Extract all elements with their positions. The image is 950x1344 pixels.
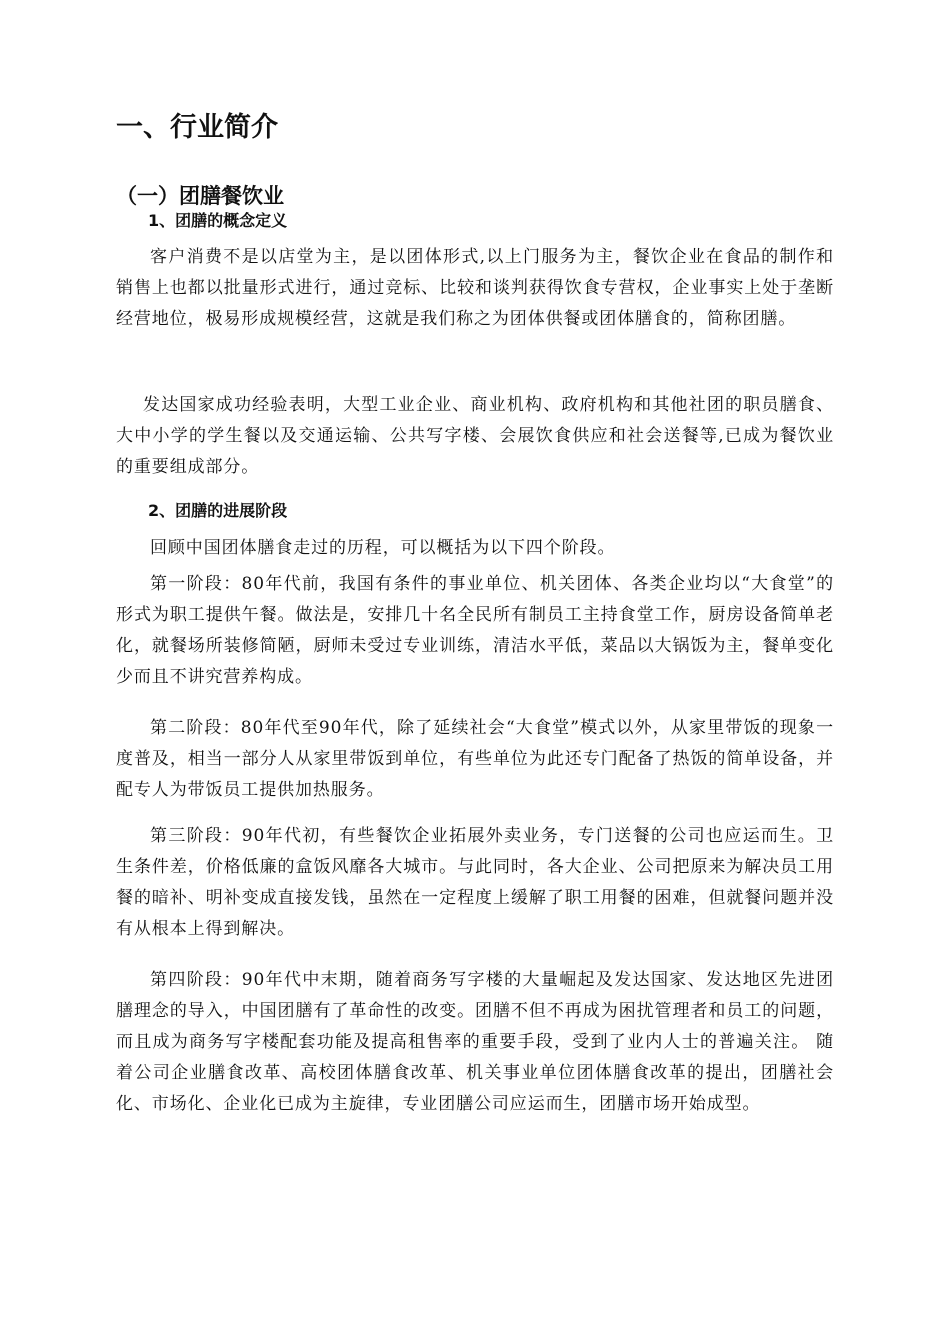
paragraph-concept-definition: 客户消费不是以店堂为主，是以团体形式,以上门服务为主，餐饮企业在食品的制作和销售上也都以批量形式进行，通过竞标、比较和谈判获得饮食专营权，企业事实上处于垄断经营地位，极易形成规模经营，这就是我们称之为团体供餐或团体膳食的，简称团膳。: [116, 247, 834, 329]
paragraph-stage-two: 第二阶段：80年代至90年代，除了延续社会“大食堂”模式以外，从家里带饭的现象一度普及，相当一部分人从家里带饭到单位，有些单位为此还专门配备了热饭的简单设备，并配专人为带饭员工提供加热服务。: [116, 718, 834, 800]
subsection-title-concept: 1、团膳的概念定义: [148, 211, 288, 230]
paragraph-stage-one: 第一阶段：80年代前，我国有条件的事业单位、机关团体、各类企业均以“大食堂”的形式为职工提供午餐。做法是，安排几十名全民所有制员工主持食堂工作，厨房设备简单老化，就餐场所装修简陋，厨师未受过专业训练，清洁水平低，菜品以大锅饭为主，餐单变化少而且不讲究营养构成。: [116, 574, 834, 687]
paragraph-stage-three: 第三阶段：90年代初，有些餐饮企业拓展外卖业务，专门送餐的公司也应运而生。卫生条件差，价格低廉的盒饭风靡各大城市。与此同时，各大企业、公司把原来为解决员工用餐的暗补、明补变成直接发钱，虽然在一定程度上缓解了职工用餐的困难，但就餐问题并没有从根本上得到解决。: [116, 826, 834, 939]
page-heading: 一、行业简介: [116, 112, 278, 143]
paragraph-stages-intro: 回顾中国团体膳食走过的历程，可以概括为以下四个阶段。: [150, 538, 616, 558]
subsection-title-stages: 2、团膳的进展阶段: [148, 501, 288, 520]
section-title: （一）团膳餐饮业: [116, 184, 284, 208]
paragraph-developed-countries: 发达国家成功经验表明，大型工业企业、商业机构、政府机构和其他社团的职员膳食、大中小学的学生餐以及交通运输、公共写字楼、会展饮食供应和社会送餐等,已成为餐饮业的重要组成部分。: [116, 395, 834, 477]
paragraph-stage-four: 第四阶段：90年代中末期，随着商务写字楼的大量崛起及发达国家、发达地区先进团膳理念的导入，中国团膳有了革命性的改变。团膳不但不再成为困扰管理者和员工的问题，而且成为商务写字楼配套功能及提高租售率的重要手段，受到了业内人士的普遍关注。 随着公司企业膳食改革、高校团体膳食改革、机关事业单位团体膳食改革的提出，团膳社会化、市场化、企业化已成为主旋律，专业团膳公司应运而生，团膳市场开始成型。: [116, 970, 834, 1114]
